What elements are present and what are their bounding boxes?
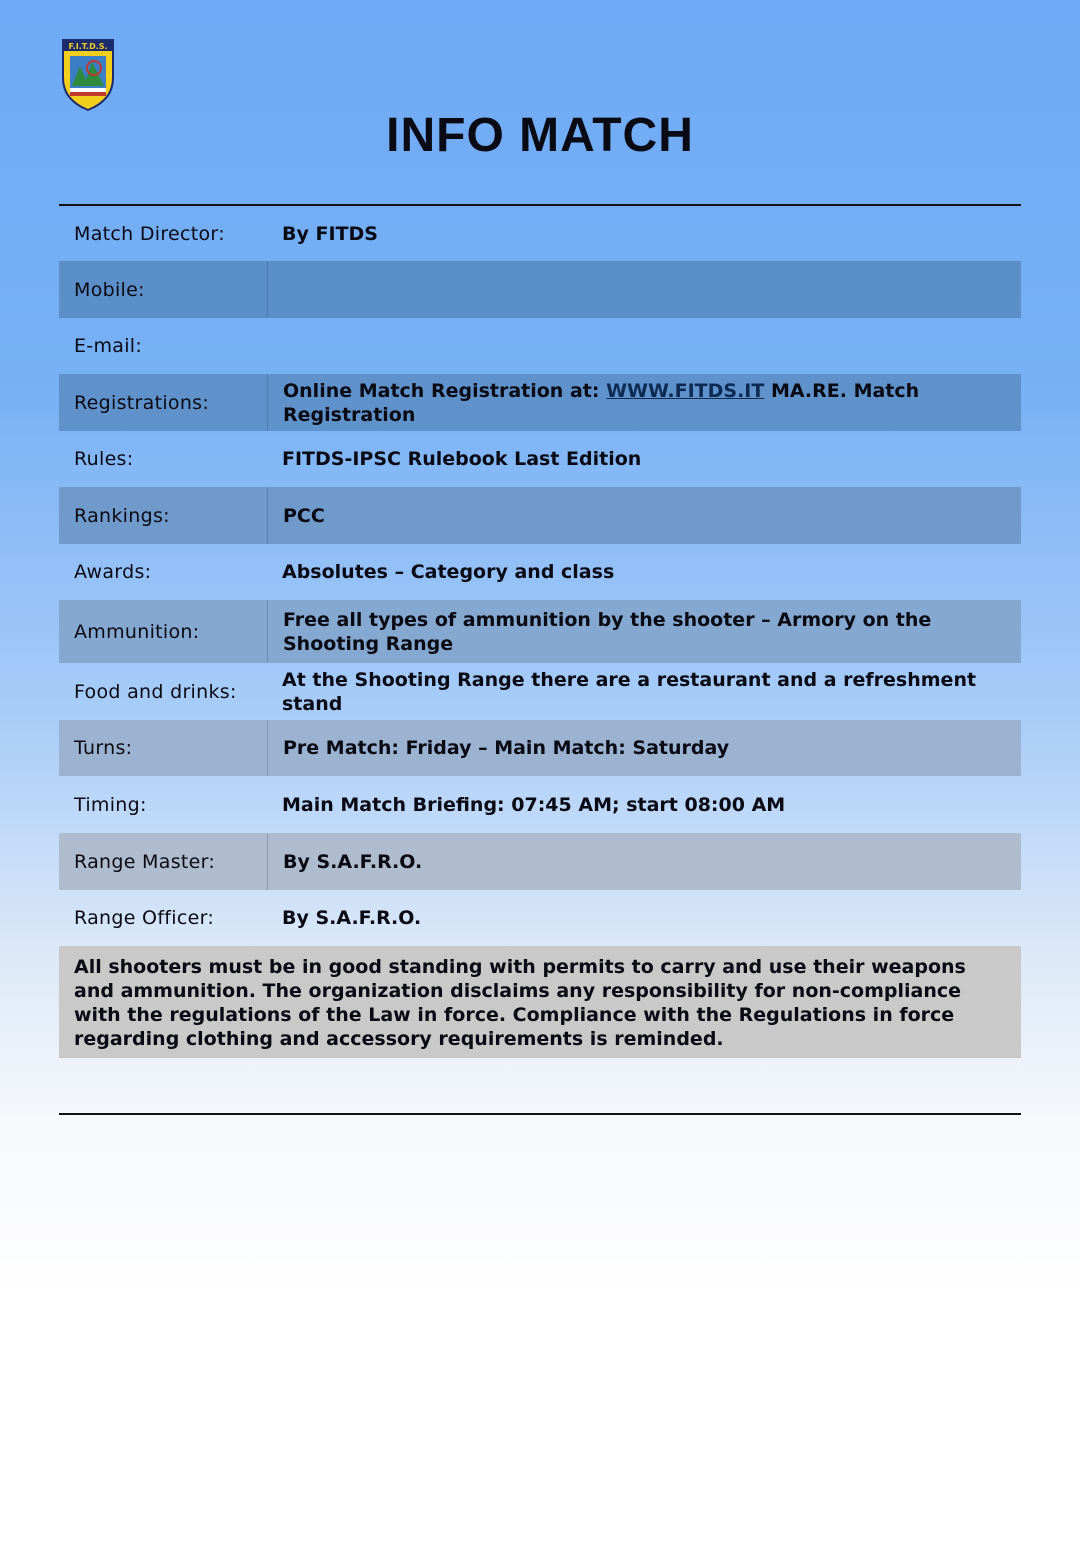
row-value: Pre Match: Friday – Main Match: Saturday <box>267 720 1021 776</box>
row-label: Food and drinks: <box>74 680 237 703</box>
row-value: By S.A.F.R.O. <box>267 833 1021 890</box>
info-row <box>59 318 1021 374</box>
registration-link[interactable]: WWW.FITDS.IT <box>606 379 765 402</box>
row-value: At the Shooting Range there are a restaurant and a refreshment stand <box>282 668 977 715</box>
row-label: Turns: <box>74 737 133 759</box>
info-row <box>59 720 1021 776</box>
row-label: E-mail: <box>74 335 143 357</box>
info-row <box>59 833 1021 890</box>
row-value: PCC <box>267 487 1021 544</box>
row-value: FITDS-IPSC Rulebook Last Edition <box>282 448 642 470</box>
row-value <box>267 261 1021 318</box>
info-row <box>59 776 1021 833</box>
row-label: Registrations: <box>74 391 210 414</box>
info-row <box>59 600 1021 663</box>
row-label: Range Officer: <box>74 907 215 929</box>
row-value: Absolutes – Category and class <box>282 561 615 583</box>
info-row <box>59 487 1021 544</box>
row-label: Awards: <box>74 561 152 583</box>
info-row <box>59 431 1021 487</box>
row-value <box>267 374 1021 431</box>
info-table <box>59 206 1021 1058</box>
row-value <box>267 318 1021 374</box>
row-label: Rules: <box>74 448 134 470</box>
registration-suffix: MA.RE. Match Registration <box>283 379 920 426</box>
info-row <box>59 261 1021 318</box>
row-value: By S.A.F.R.O. <box>282 907 422 929</box>
row-label: Timing: <box>74 793 147 816</box>
row-label: Mobile: <box>74 278 145 301</box>
info-row <box>59 374 1021 431</box>
disclaimer-note: All shooters must be in good standing with permits to carry and use their weapons and ammunition. The organization disclaims any responsibility for non-compliance with the regulations of the Law in force. Compliance with the Regulations in force regarding clothing and accessory requirements is reminded. <box>59 946 1021 1058</box>
row-value: By FITDS <box>282 222 378 245</box>
row-label: Match Director: <box>74 222 225 245</box>
registration-prefix: Online Match Registration at: <box>283 379 607 402</box>
info-row <box>59 544 1021 600</box>
row-value: Main Match Briefing: 07:45 AM; start 08:00 AM <box>282 793 786 816</box>
row-label: Rankings: <box>74 504 170 527</box>
info-row <box>59 663 1021 720</box>
row-label: Ammunition: <box>74 620 200 643</box>
info-row <box>59 206 1021 261</box>
info-row <box>59 890 1021 946</box>
page-title: INFO MATCH <box>386 109 694 162</box>
svg-text:F.I.T.D.S.: F.I.T.D.S. <box>68 42 108 51</box>
bottom-divider <box>59 1113 1021 1115</box>
row-value: Free all types of ammunition by the shooter – Armory on the Shooting Range <box>267 600 1021 663</box>
fitds-logo <box>60 38 116 112</box>
row-label: Range Master: <box>74 850 216 873</box>
